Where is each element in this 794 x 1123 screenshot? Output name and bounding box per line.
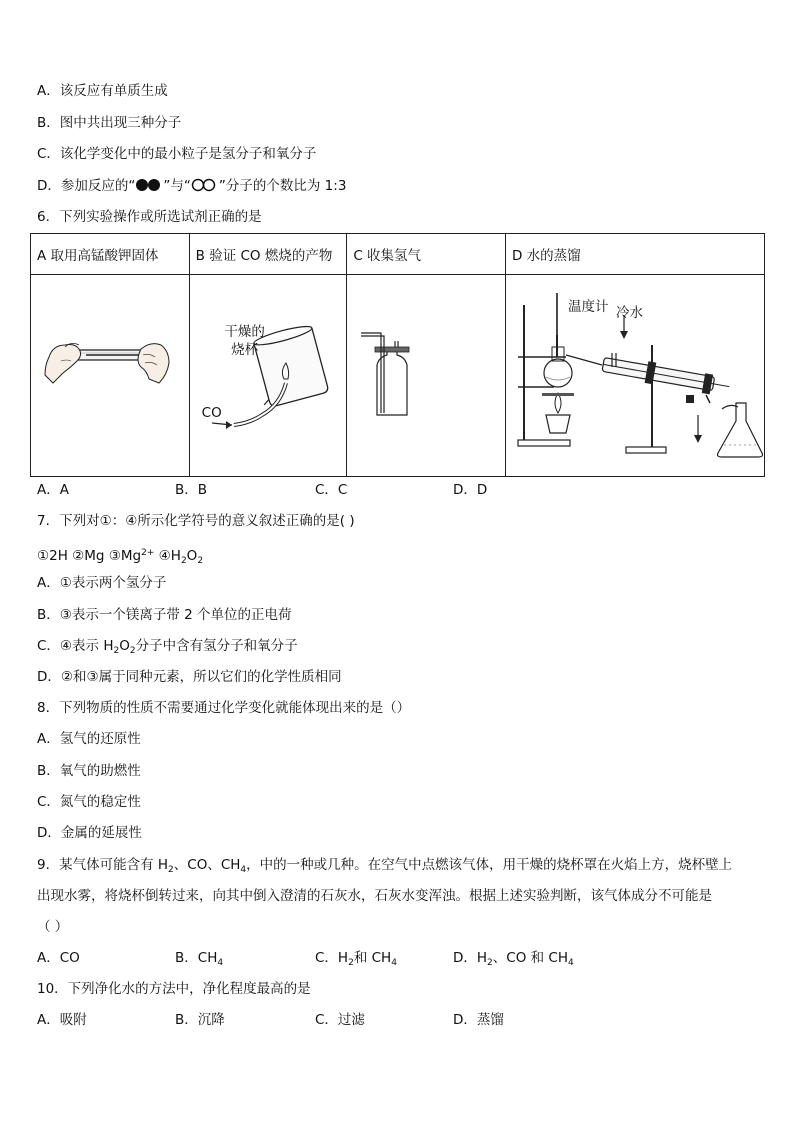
q9-stem-line2: 出现水雾，将烧杯倒转过来，向其中倒入澄清的石灰水，石灰水变浑浊。根据上述实验判断，该气体成分不可能是	[37, 888, 712, 904]
q5-option-b: B．图中共出现三种分子	[37, 115, 182, 131]
q6-option-c: C．C	[315, 482, 348, 498]
image-d-distillation	[506, 275, 765, 477]
dry-beaker-label: 干燥的 烧杯	[224, 324, 265, 358]
q10-option-a: A．吸附	[37, 1012, 87, 1028]
black-molecule-icon	[135, 178, 163, 192]
image-b-co-combustion	[189, 275, 347, 477]
q5-option-c: C．该化学变化中的最小粒子是氢分子和氧分子	[37, 146, 317, 162]
q7-option-d: D．②和③属于同种元素，所以它们的化学性质相同	[37, 669, 342, 685]
q7-symbols: ①2H ②Mg $③Mg^{2+}$ $④H_2O_2$	[37, 548, 204, 566]
q9-option-a: A．CO	[37, 950, 80, 966]
q10-option-b: B．沉降	[175, 1012, 225, 1028]
q6-option-a: A．A	[37, 482, 69, 498]
q9-stem-line3: （ ）	[37, 919, 69, 935]
q6-option-b: B．B	[175, 482, 208, 498]
white-molecule-icon	[191, 178, 219, 192]
beaker-over-flame-illustration	[190, 275, 341, 472]
header-a: A 取用高锰酸钾固体	[31, 234, 190, 275]
image-c-gas-collection	[347, 275, 506, 477]
q10-option-c: C．过滤	[315, 1012, 365, 1028]
co-label: CO	[201, 405, 222, 421]
q7-option-b: B．③表示一个镁离子带 2 个单位的正电荷	[37, 607, 292, 623]
q5-option-d: D．参加反应的“ ”与“ ”分子的个数比为 1:3	[37, 178, 347, 194]
q8-option-b: B．氧气的助燃性	[37, 763, 141, 779]
q8-option-c: C．氮气的稳定性	[37, 794, 141, 810]
experiment-table	[30, 233, 765, 477]
q8-option-a: A．氢气的还原性	[37, 731, 141, 747]
q5-option-a: A．该反应有单质生成	[37, 83, 168, 99]
gas-bottle-illustration	[347, 275, 499, 472]
q9-option-d: D．$H_2$、CO 和 $CH_4$	[453, 950, 574, 968]
header-c: C 收集氢气	[347, 234, 506, 275]
q8-option-d: D．金属的延展性	[37, 825, 142, 841]
thermometer-label: 温度计	[568, 299, 609, 315]
test-tube-hands-illustration	[31, 275, 183, 472]
q8-stem: 8．下列物质的性质不需要通过化学变化就能体现出来的是（）	[37, 700, 411, 716]
q7-option-c: C．④表示 $H_2O_2$分子中含有氢分子和氧分子	[37, 638, 298, 656]
q6-stem: 6．下列实验操作或所选试剂正确的是	[37, 209, 262, 225]
image-a-test-tube	[31, 275, 190, 477]
q7-stem: 7．下列对①：④所示化学符号的意义叙述正确的是( )	[37, 513, 355, 529]
q9-option-b: B．$CH_4$	[175, 950, 224, 968]
q9-stem-line1: 9．某气体可能含有 $H_2$、CO、$CH_4$，中的一种或几种。在空气中点燃该气体，用干燥的烧杯罩在火焰上方，烧杯壁上	[37, 857, 733, 875]
q7-option-a: A．①表示两个氢分子	[37, 575, 167, 591]
q9-option-c: C．$H_2$和 $CH_4$	[315, 950, 397, 968]
header-b: B 验证 CO 燃烧的产物	[189, 234, 347, 275]
cold-water-label: 冷水	[616, 305, 643, 321]
q6-option-d: D．D	[453, 482, 488, 498]
header-d: D 水的蒸馏	[506, 234, 765, 275]
q10-stem: 10．下列净化水的方法中，净化程度最高的是	[37, 981, 311, 997]
q10-option-d: D．蒸馏	[453, 1012, 504, 1028]
